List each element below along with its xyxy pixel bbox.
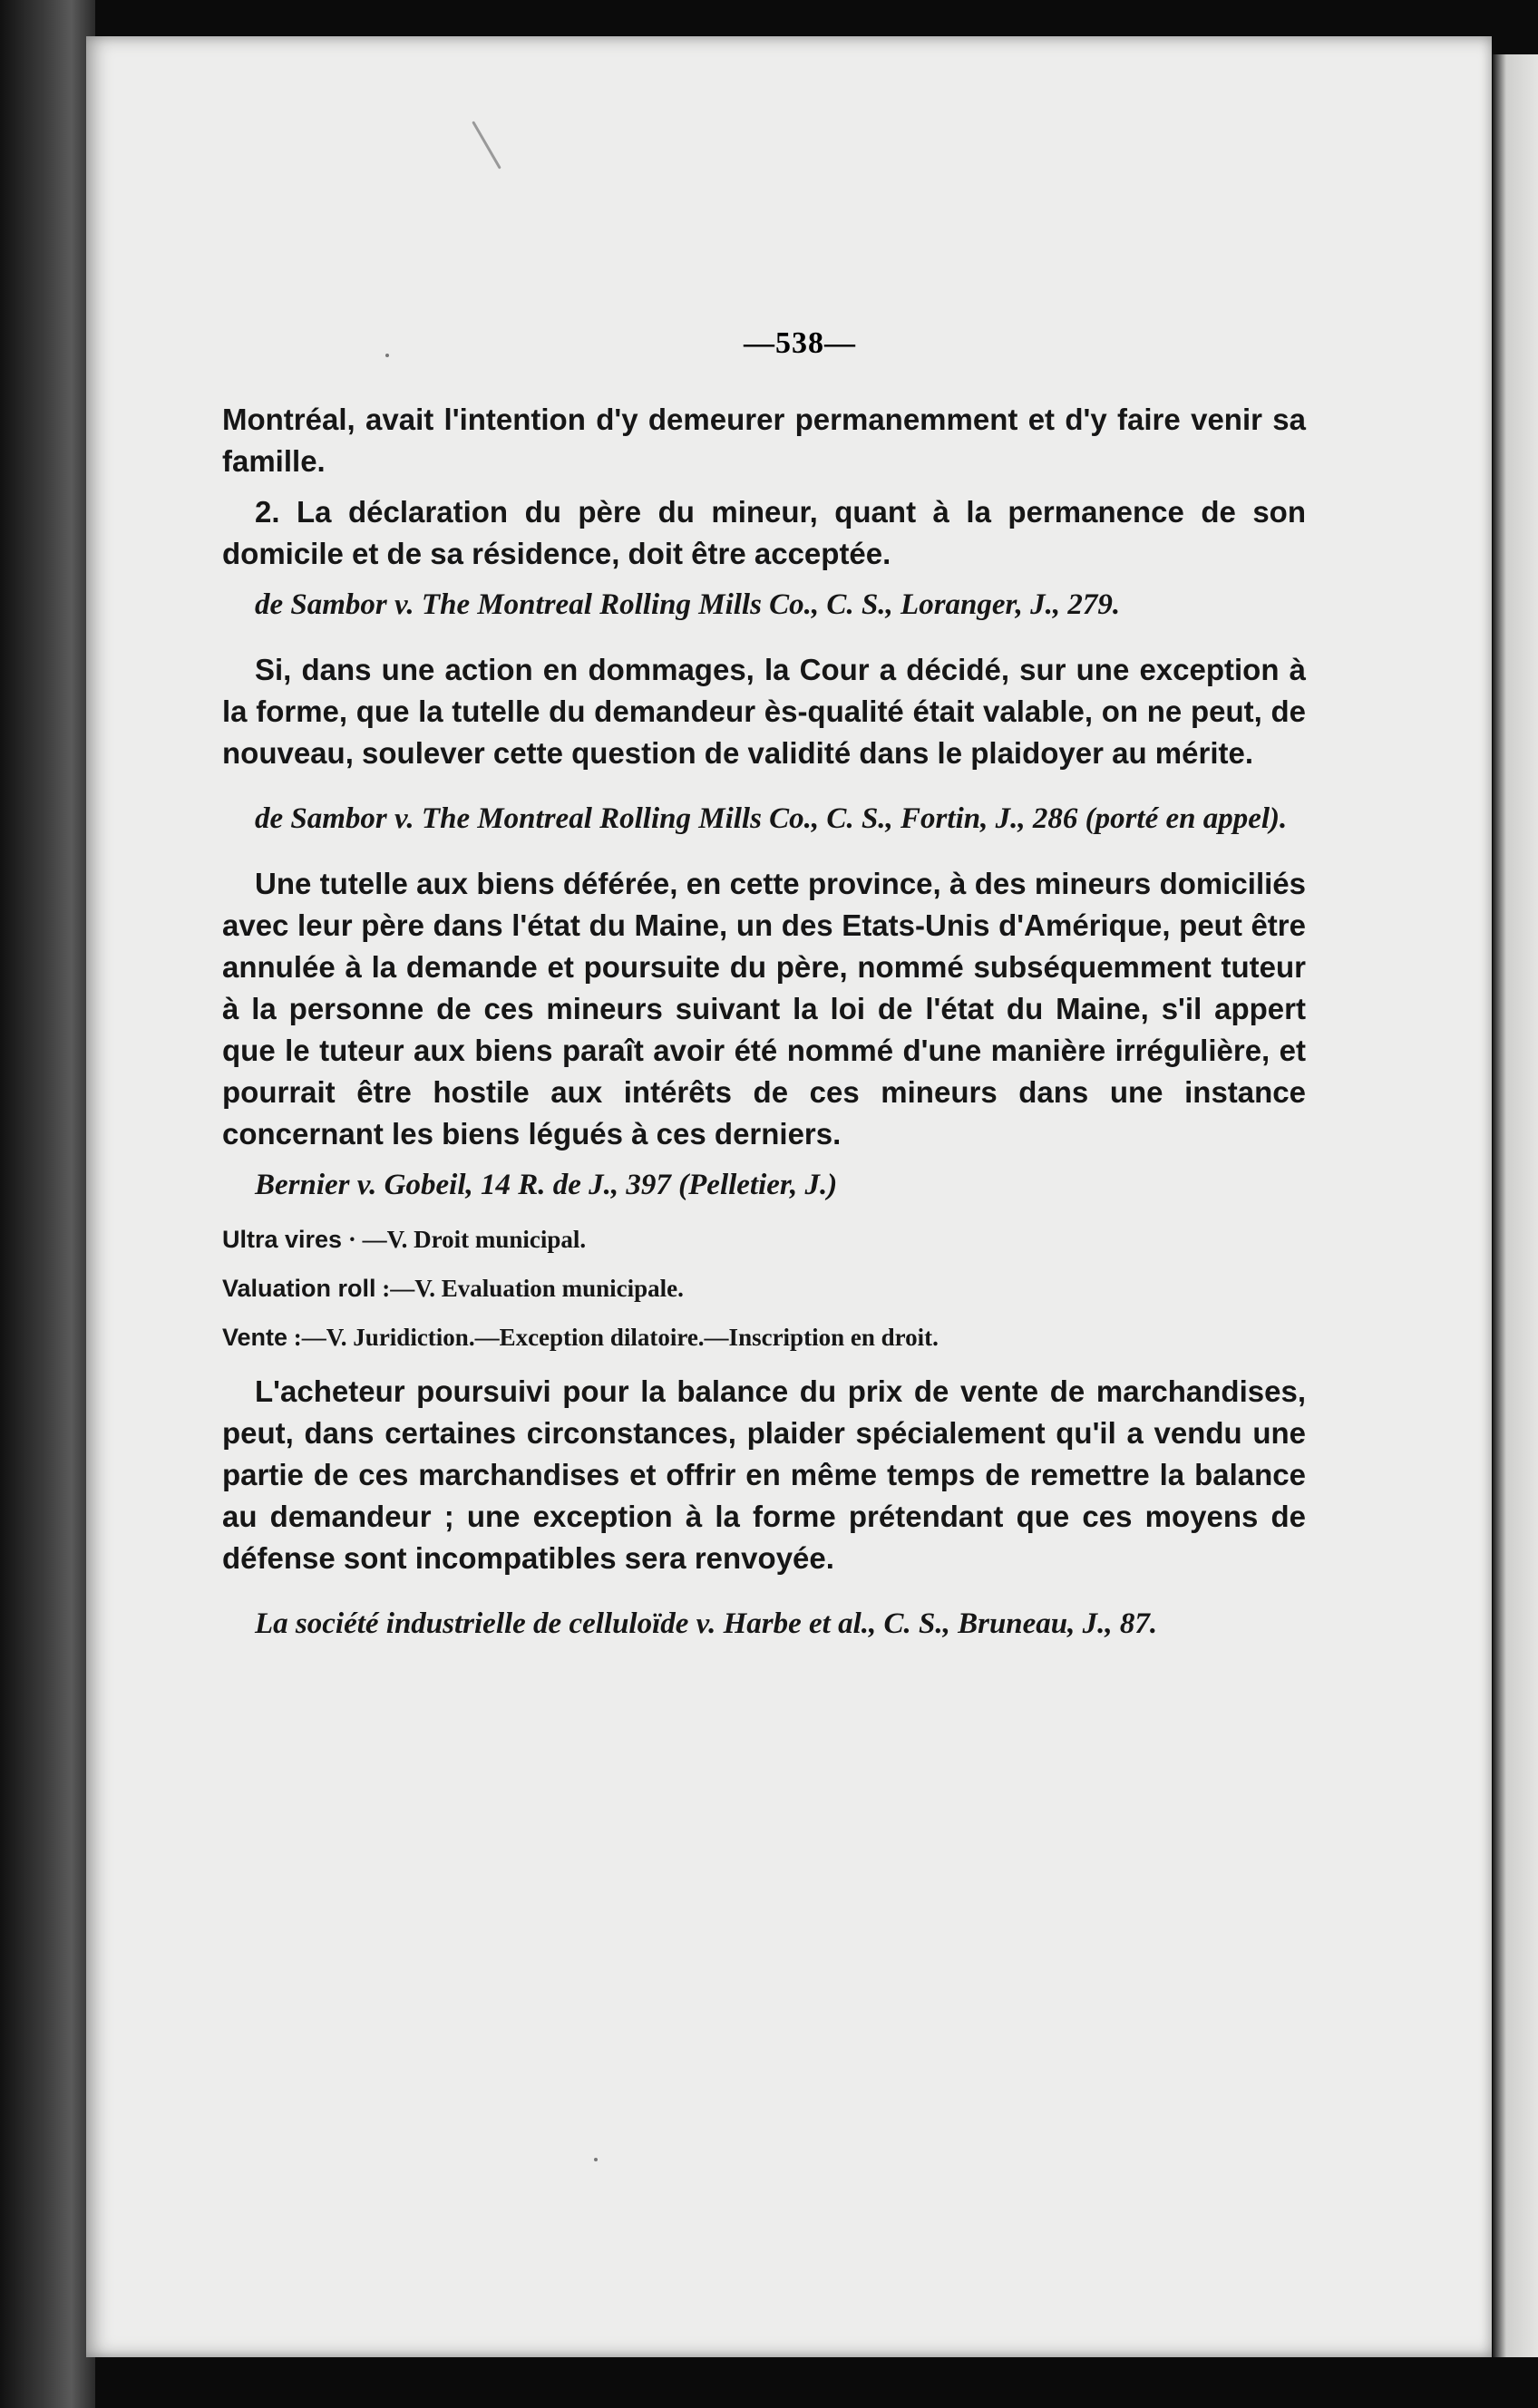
crossref-valuation-roll: [222, 1264, 1306, 1313]
crossref-vente: [222, 1313, 1306, 1362]
crossref-target: :—V. Evaluation municipale.: [382, 1275, 684, 1302]
paragraph-continuation: Montréal, avait l'intention d'y demeurer permanemment et d'y faire venir sa famille.: [222, 403, 1306, 478]
paragraph-2: 2. La déclaration du père du mineur, quant à la permanence de son domicile et de sa résidence, doit être acceptée.: [222, 495, 1306, 570]
paragraph-5: L'acheteur poursuivi pour la balance du prix de vente de marchandises, peut, dans certaines circonstances, plaider spécialement qu'il a vendu une partie de ces marchandises et offrir en même temps de remettre la balance au demandeur ; une exception à la forme prétendant que ces moyens de défense sont incompatibles sera renvoyée.: [222, 1374, 1306, 1575]
crossref-target: :—V. Juridiction.—Exception dilatoire.—Inscription en droit.: [293, 1324, 939, 1351]
crossref-term: Vente: [222, 1324, 288, 1351]
paragraph-4: Une tutelle aux biens déférée, en cette province, à des mineurs domiciliés avec leur père dans l'état du Maine, un des Etats-Unis d'Amérique, peut être annulée à la demande et poursuite du père, nommé subséquemment tuteur à la personne de ces mineurs suivant la loi de l'état du Maine, s'il appert que le tuteur aux biens paraît avoir été nommé d'une manière irrégulière, et pourrait être hostile aux intérêts de ces mineurs dans une instance concernant les biens légués à ces derniers.: [222, 867, 1306, 1151]
crossref-term: Valuation roll: [222, 1275, 376, 1302]
text-body: [222, 399, 1306, 1645]
crossref-ultra-vires: [222, 1215, 1306, 1264]
scan-speck: [472, 121, 501, 169]
page-number: —538—: [744, 326, 856, 360]
paragraph-3: Si, dans une action en dommages, la Cour a décidé, sur une exception à la forme, que la tutelle du demandeur ès-qualité était valable, on ne peut, de nouveau, soulever cette question de validité dans le plaidoyer au mérite.: [222, 653, 1306, 770]
crossref-target: · —V. Droit municipal.: [347, 1226, 587, 1253]
scan-left-shadow: [0, 0, 95, 2408]
citation-1: de Sambor v. The Montreal Rolling Mills Co., C. S., Loranger, J., 279.: [255, 588, 1121, 621]
scan-speck: [385, 354, 389, 357]
citation-2: de Sambor v. The Montreal Rolling Mills Co., C. S., Fortin, J., 286 (porté en appel).: [255, 802, 1288, 835]
citation-4: La société industrielle de celluloïde v. Harbe et al., C. S., Bruneau, J., 87.: [255, 1607, 1158, 1640]
citation-3: Bernier v. Gobeil, 14 R. de J., 397 (Pelletier, J.): [255, 1169, 838, 1201]
scan-speck: [594, 2158, 598, 2161]
crossref-term: Ultra vires: [222, 1226, 343, 1253]
next-page-edge: [1493, 54, 1538, 2357]
